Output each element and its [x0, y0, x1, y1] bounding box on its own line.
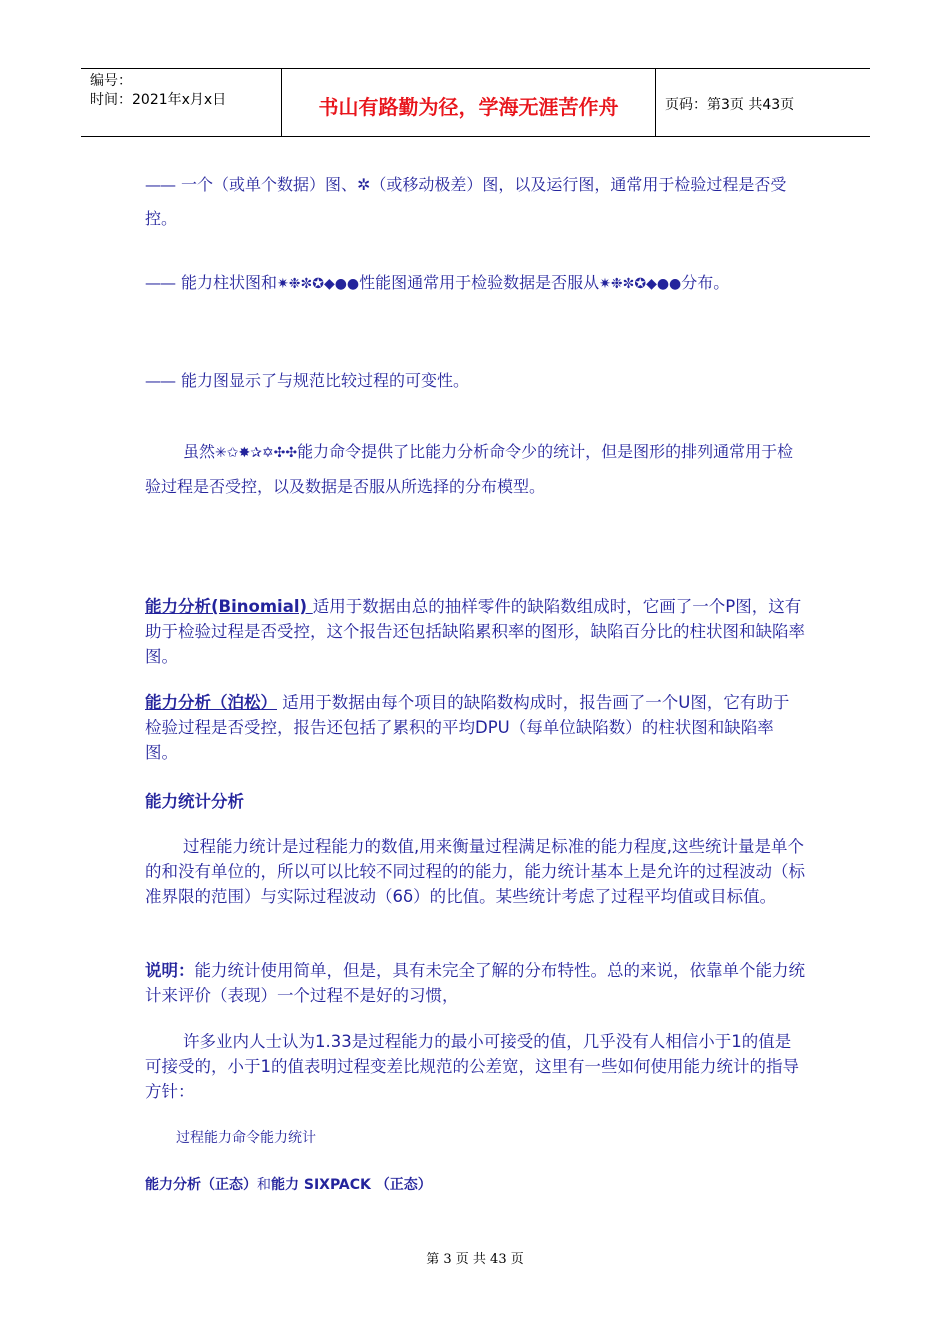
- em-dash: ——: [145, 273, 175, 292]
- paragraph-text: 能力图显示了与规范比较过程的可变性。: [181, 371, 470, 390]
- document-number: 编号：: [90, 73, 132, 89]
- paragraph-capability-chart: [145, 364, 805, 398]
- document-date: 时间：2021年x月x日: [90, 92, 227, 108]
- sixpack-label: 能力 SIXPACK （正态）: [271, 1177, 432, 1193]
- paragraph-text: 能力柱状图和: [181, 273, 278, 292]
- paragraph-chart-types: [145, 168, 805, 236]
- normal-analysis-label: 能力分析（正态）: [145, 1177, 257, 1193]
- em-dash: ——: [145, 175, 175, 194]
- note-label: 说明：: [145, 961, 195, 980]
- header-right-cell: [655, 69, 870, 136]
- binomial-link[interactable]: 能力分析(Binomial): [145, 597, 313, 616]
- paragraph-text: 一个（或单个数据）图、✲（或移动极差）图，以及运行图，通常用于检验过程是否受控。: [145, 175, 787, 228]
- paragraph-command-stats: 过程能力命令能力统计: [176, 1130, 316, 1146]
- paragraph-text: 适用于数据由每个项目的缺陷数构成时，报告画了一个U图，它有助于检验过程是否受控，报告还包括了累积的平均DPU（每单位缺陷数）的柱状图和缺陷率图。: [145, 693, 790, 762]
- paragraph-note: [145, 958, 805, 1008]
- page-footer: 第 3 页 共 43 页: [426, 1252, 524, 1267]
- paragraph-text: 能力命令提供了比能力分析命令少的统计，但是图形的排列通常用于检验过程是否受控，以及数据是否服从所选择的分布模型。: [145, 442, 794, 496]
- em-dash: ——: [145, 371, 175, 390]
- header-left-cell: [81, 69, 281, 136]
- paragraph-text: 虽然: [183, 442, 216, 461]
- page-header: [81, 68, 870, 137]
- garbled-symbols: ✷❉✼✪◆●●: [599, 276, 682, 292]
- paragraph-capability-statistics: 过程能力统计是过程能力的数值,用来衡量过程满足标准的能力程度,这些统计量是单个的和没有单位的，所以可以比较不同过程的的能力，能力统计基本上是允许的过程波动（标准界限的范围）与实际过程波动（6δ）的比值。某些统计考虑了过程平均值或目标值。: [145, 837, 805, 906]
- paragraph-text: 分布。: [681, 273, 730, 292]
- paragraph-guidelines: 许多业内人士认为1.33是过程能力的最小可接受的值，几乎没有人相信小于1的值是可接受的，小于1的值表明过程变差比规范的公差宽，这里有一些如何使用能力统计的指导方针：: [145, 1032, 799, 1101]
- header-page-info: 页码：第3页 共43页: [665, 97, 795, 113]
- paragraph-text: 能力统计使用简单，但是，具有未完全了解的分布特性。总的来说，依靠单个能力统计来评价（表现）一个过程不是好的习惯，: [145, 961, 805, 1005]
- paragraph-poisson: [145, 690, 805, 765]
- header-motto: 书山有路勤为径，学海无涯苦作舟: [318, 95, 619, 119]
- garbled-symbols: ✳✩✸✰✡✣✣: [215, 445, 298, 461]
- garbled-symbols: ✷❉✼✪◆●●: [277, 276, 360, 292]
- section-heading: 能力统计分析: [145, 792, 244, 811]
- paragraph-histogram: [145, 266, 805, 301]
- paragraph-text: 性能图通常用于检验数据是否服从: [359, 273, 600, 292]
- paragraph-text: 和: [257, 1177, 271, 1193]
- paragraph-capability-command: [145, 435, 805, 504]
- paragraph-normal-analysis: [145, 1172, 805, 1198]
- paragraph-binomial: [145, 594, 805, 669]
- header-center-cell: [281, 69, 656, 136]
- poisson-link[interactable]: 能力分析（泊松）: [145, 693, 277, 712]
- paragraph-text: 适用于数据由总的抽样零件的缺陷数组成时，它画了一个P图，这有助于检验过程是否受控，这个报告还包括缺陷累积率的图形，缺陷百分比的柱状图和缺陷率图。: [145, 597, 805, 666]
